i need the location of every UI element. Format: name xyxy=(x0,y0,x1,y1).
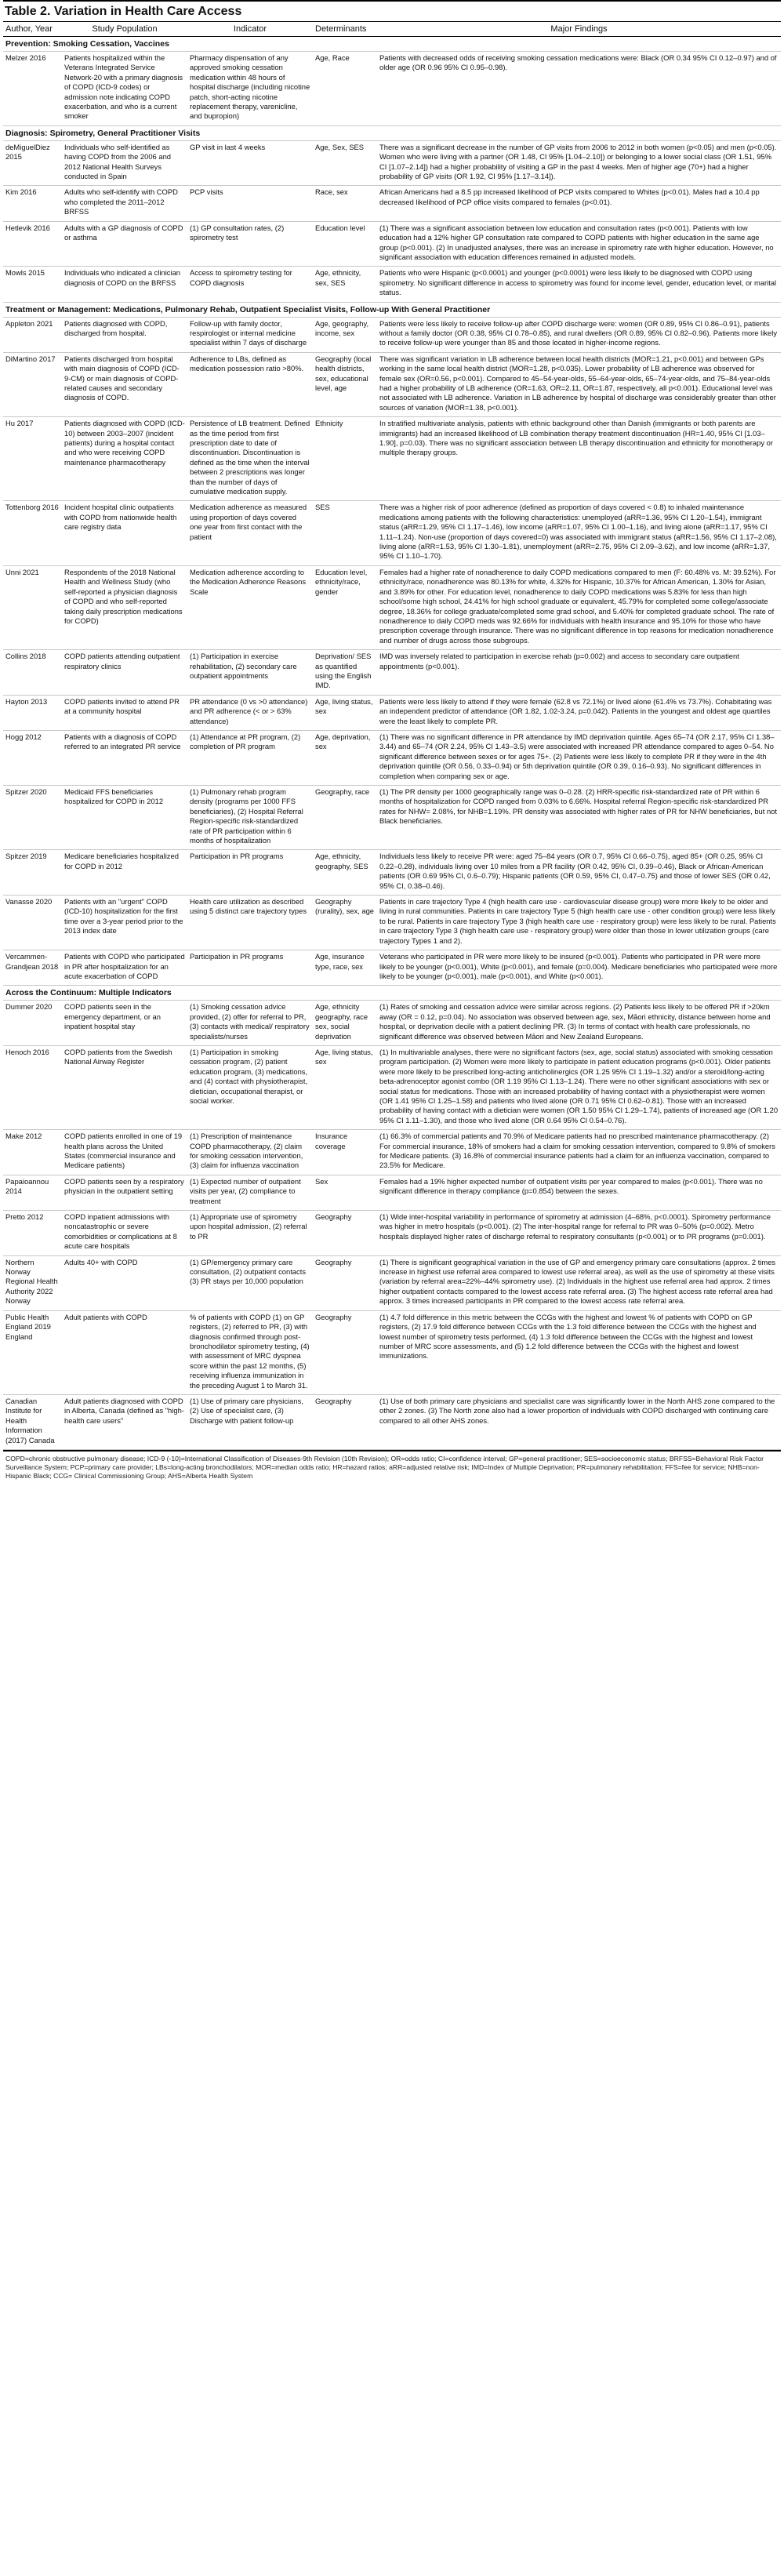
table-row xyxy=(3,730,781,785)
determinants-cell: Age, living status, sex xyxy=(313,1045,377,1129)
indicator-cell: (1) GP consultation rates, (2) spirometry test xyxy=(187,221,313,267)
determinants-cell: SES xyxy=(313,501,377,565)
header-major-findings: Major Findings xyxy=(377,22,781,37)
table-row xyxy=(3,186,781,221)
study-population-cell: COPD patients enrolled in one of 19 health plans across the United States (commercial insurance and Medicare patients) xyxy=(62,1130,187,1175)
major-findings-cell: There was a significant decrease in the number of GP visits from 2006 to 2012 in both women (p<0.05) and men (p<0.05). Women who were living with a partner (OR 1.48, CI 95% [1.04–2.10]) or belonging to a lower social class (OR 1.51, 95% CI [1.07–2.14]) had a higher probability of visiting a GP in the past 4 weeks. Men of higher age (70+) had a higher probability of GP visits (OR 1.92, CI 95% [1.17–3.14]). xyxy=(377,140,781,186)
header-author-year: Author, Year xyxy=(3,22,62,37)
table-row xyxy=(3,140,781,186)
determinants-cell: Age, Sex, SES xyxy=(313,140,377,186)
major-findings-cell: IMD was inversely related to participation in exercise rehab (p=0.002) and access to secondary care outpatient appointments (p<0.001). xyxy=(377,650,781,696)
determinants-cell: Age, ethnicity, geography, SES xyxy=(313,850,377,896)
study-population-cell: COPD inpatient admissions with noncatastrophic or severe comorbidities or complications at 8 acute care hospitals xyxy=(62,1211,187,1256)
author-year-cell: Collins 2018 xyxy=(3,650,62,696)
indicator-cell: (1) Prescription of maintenance COPD pharmacotherapy, (2) claim for smoking cessation intervention, (3) claim for influenza vaccination xyxy=(187,1130,313,1175)
author-year-cell: Tottenborg 2016 xyxy=(3,501,62,565)
major-findings-cell: (1) 66.3% of commercial patients and 70.9% of Medicare patients had no prescribed maintenance pharmacotherapy. (2) For commercial insurance, 18% of smokers had a claim for smoking cessation intervention, compared to 9.8% of smokers for Medicare patients. (3) 16.8% of commercial insurance patients had a claim for an influenza vaccination, compared to 23.5% for Medicare. xyxy=(377,1130,781,1175)
determinants-cell: Age, geography, income, sex xyxy=(313,317,377,352)
table-row xyxy=(3,221,781,267)
table-title: Table 2. Variation in Health Care Access xyxy=(5,5,242,18)
determinants-cell: Insurance coverage xyxy=(313,1130,377,1175)
indicator-cell: Pharmacy dispensation of any approved smoking cessation medication within 48 hours of hospital discharge (including nicotine patch, short-acting nicotine replacement therapy, varenicline, and bupropion) xyxy=(187,52,313,126)
author-year-cell: Hetlevik 2016 xyxy=(3,221,62,267)
table-row xyxy=(3,1001,781,1046)
table-row xyxy=(3,650,781,696)
table-row xyxy=(3,1310,781,1394)
table-row xyxy=(3,267,781,302)
major-findings-cell: (1) There was a significant association between low education and consultation rates (p<0.001). Patients with low education had a 12% higher GP consultation rate compared to COPD patients with higher education in the same age group (p<0.001). (2) In unadjusted analyses, there was an increase in spirometry rate with higher education. However, no significant association with education differences remained in adjusted models. xyxy=(377,221,781,267)
table-row xyxy=(3,1175,781,1210)
indicator-cell: Health care utilization as described using 5 distinct care trajectory types xyxy=(187,896,313,950)
indicator-cell: (1) Smoking cessation advice provided, (2) offer for referral to PR, (3) contacts with medical/ respiratory specialists/nurses xyxy=(187,1001,313,1046)
major-findings-cell: (1) Wide inter-hospital variability in performance of spirometry at admission (4–68%, p<0.0001). Spirometry performance was higher in metro hospitals (p<0.001). (2) The inter-hospital range for referral to PR was 0–50% (p=0.002). Metro hospitals displayed higher rates of discharge referral to respiratory consultants (p<0.001) or to PR programs (p=0.001). xyxy=(377,1211,781,1256)
table-row xyxy=(3,1045,781,1129)
table-page xyxy=(3,0,781,1484)
table-row xyxy=(3,352,781,416)
indicator-cell: (1) Expected number of outpatient visits per year, (2) compliance to treatment xyxy=(187,1175,313,1210)
author-year-cell: Hayton 2013 xyxy=(3,695,62,730)
study-population-cell: Patients diagnosed with COPD (ICD-10) between 2003–2007 (incident patients) during a hospital contact and who were receiving COPD maintenance pharmacotherapy xyxy=(62,417,187,501)
indicator-cell: (1) Participation in exercise rehabilitation, (2) secondary care outpatient appointments xyxy=(187,650,313,696)
study-population-cell: COPD patients from the Swedish National Airway Register xyxy=(62,1045,187,1129)
table-row xyxy=(3,695,781,730)
determinants-cell: Education level, ethnicity/race, gender xyxy=(313,565,377,649)
indicator-cell: PCP visits xyxy=(187,186,313,221)
author-year-cell: Canadian Institute for Health Information (2017) Canada xyxy=(3,1394,62,1449)
table-row xyxy=(3,1394,781,1449)
indicator-cell: % of patients with COPD (1) on GP registers, (2) referred to PR, (3) with diagnosis confirmed through post-bronchodilator spirometry testing, (4) with assessment of MRC dyspnea score within the past 12 months, (5) receiving influenza immunization in the preceding August 1 to March 31. xyxy=(187,1310,313,1394)
author-year-cell: Kim 2016 xyxy=(3,186,62,221)
author-year-cell: Melzer 2016 xyxy=(3,52,62,126)
author-year-cell: Mowls 2015 xyxy=(3,267,62,302)
author-year-cell: Unni 2021 xyxy=(3,565,62,649)
determinants-cell: Age, Race xyxy=(313,52,377,126)
author-year-cell: Public Health England 2019 England xyxy=(3,1310,62,1394)
author-year-cell: DiMartino 2017 xyxy=(3,352,62,416)
table-row xyxy=(3,950,781,986)
study-population-cell: Adults 40+ with COPD xyxy=(62,1255,187,1310)
author-year-cell: Spitzer 2020 xyxy=(3,786,62,850)
table-row xyxy=(3,1211,781,1256)
indicator-cell: (1) Participation in smoking cessation program, (2) patient education program, (3) medications, and (4) contact with physiotherapist, dietician, occupational therapist, or social worker. xyxy=(187,1045,313,1129)
table-row xyxy=(3,786,781,850)
author-year-cell: Papaioannou 2014 xyxy=(3,1175,62,1210)
determinants-cell: Geography xyxy=(313,1211,377,1256)
indicator-cell: Participation in PR programs xyxy=(187,950,313,986)
section-heading-row xyxy=(3,302,781,317)
study-population-cell: Adults who self-identify with COPD who completed the 2011–2012 BRFSS xyxy=(62,186,187,221)
indicator-cell: (1) Pulmonary rehab program density (programs per 1000 FFS beneficiaries), (2) Hospital Referral Region-specific risk-standardized rate of PR participation within 6 months of hospitalization xyxy=(187,786,313,850)
determinants-cell: Sex xyxy=(313,1175,377,1210)
table-row xyxy=(3,52,781,126)
major-findings-cell: There was a higher risk of poor adherence (defined as proportion of days covered < 0.8) to inhaled maintenance medications among patients with the following characteristics: unemployed (aRR=1.36, 95% CI 1.20–1.54), immigrant status (aRR=1.29, 95% CI 1.17–1.46), low income (aRR=1.07, 95% CI 1.00–1.16), and living alone (aRR=1.17, 95% CI 1.11–1.24). Non-use (proportion of days covered=0) was associated with immigrant status (aRR=1.56, 95% CI 1.17–2.08), living alone (aRR=1.53, 95% CI 1.30–1.81), unemployment (aRR=2.75, 95% CI 2.09–3.62), and low income (aRR=1.37, 95% CI 1.10–1.70). xyxy=(377,501,781,565)
table-row xyxy=(3,1130,781,1175)
major-findings-cell: (1) There was no significant difference in PR attendance by IMD deprivation quintile. Ages 65–74 (OR 2.17, 95% CI 1.38–3.44) and 65–74 (OR 2.24, 95% CI 1.43–3.5) were associated with increased PR attendance compared to ages 0–54. No significant difference between sexes or for ages 75+. (2) Patients were less likely to complete PR if they were in the 4th deprivation quintile (OR 0.56, 0.33–0.94) or 5th deprivation quintile (OR 0.39, 0.16–0.93). No significant differences in completion when comparing sex or age. xyxy=(377,730,781,785)
header-study-population: Study Population xyxy=(62,22,187,37)
study-population-cell: Patients with a diagnosis of COPD referred to an integrated PR service xyxy=(62,730,187,785)
table-row xyxy=(3,896,781,950)
study-population-cell: Adult patients diagnosed with COPD in Alberta, Canada (defined as "high-health care users" xyxy=(62,1394,187,1449)
section-heading: Diagnosis: Spirometry, General Practitioner Visits xyxy=(3,125,781,140)
table-footnote: COPD=chronic obstructive pulmonary disease; ICD-9 (-10)=International Classification of Diseases-9th Revision (10th Revision); OR=odds ratio; CI=confidence interval; GP=general practitioner; SES=socioeconomic status; BRFSS=Behavioral Risk Factor Surveillance System; PCP=primary care provider; LBs=long-acting bronchodilators; MOR=median odds ratio; HR=hazard ratios; aRR=adjusted relative risk; IMD=Index of Multiple Deprivation; PR=pulmonary rehabilitation; FFS=fee for service; NHB=non-Hispanic Black; CCG= Clinical Commissioning Group; AHS=Alberta Health System xyxy=(3,1450,781,1484)
determinants-cell: Geography (local health districts, sex, educational level, age xyxy=(313,352,377,416)
indicator-cell: Medication adherence according to the Medication Adherence Reasons Scale xyxy=(187,565,313,649)
header-row xyxy=(3,22,781,37)
major-findings-cell: Females had a 19% higher expected number of outpatient visits per year compared to males (p<0.001). There was no significant difference in therapy compliance (p=0.854) between the sexes. xyxy=(377,1175,781,1210)
indicator-cell: Participation in PR programs xyxy=(187,850,313,896)
major-findings-cell: Patients who were Hispanic (p<0.0001) and younger (p<0.0001) were less likely to be diagnosed with COPD using spirometry. No significant difference in access to spirometry was found for income level, gender, education level, or marital status. xyxy=(377,267,781,302)
author-year-cell: Henoch 2016 xyxy=(3,1045,62,1129)
major-findings-cell: (1) The PR density per 1000 geographically range was 0–0.28. (2) HRR-specific risk-standardized rate of PR within 6 months of hospitalization for COPD ranged from 0.03% to 6.66%. Hospital referral Region-specific risk-standardized PR rates for NHW= 2.08%, for NHB=1.19%. PR density was associated with higher rates of PR for NHW beneficiaries, but not Black beneficiaries. xyxy=(377,786,781,850)
table-row xyxy=(3,417,781,501)
major-findings-cell: Females had a higher rate of nonadherence to daily COPD medications compared to men (F: 60.48% vs. M: 39.52%). For ethnicity/race, nonadherence was 80.13% for white, 4.32% for Hispanic, 10.37% for African American, 1.30% for Asian, and 3.89% for other. For education level, nonadherence to daily COPD medications was 5.83% for less than high school/some high school, 24.41% for high school graduate or equivalent, 45.79% for completed some college/associate degree, 18.36% for college graduate/completed some grad school, and 5.40% for completed graduate school. The rate of nonadherence to daily COPD meds was 92.66% for individuals with health insurance and 95.10% for those who have prescription coverage through insurance. There was no significant difference in top reasons for medication nonadherence and number of drugs across those subgroups. xyxy=(377,565,781,649)
section-heading: Treatment or Management: Medications, Pulmonary Rehab, Outpatient Specialist Visits, Follow-up With General Practitioner xyxy=(3,302,781,317)
author-year-cell: Make 2012 xyxy=(3,1130,62,1175)
study-population-cell: Respondents of the 2018 National Health and Wellness Study (who self-reported a physician diagnosis of COPD and who self-reported taking daily prescription medications for COPD) xyxy=(62,565,187,649)
major-findings-cell: There was significant variation in LB adherence between local health districts (MOR=1.21, p<0.001) and between GPs working in the same local health district (MOR=1.28, p<0.035). Lower probability of LB adherence was observed for female sex (OR=0.56, p<0.001). Compared to 45–54-year-olds, 55–64-year-olds, 65–74-year-olds, and 75–84-year-olds had a higher probability of LB adherence (OR=1.63, OR=2.11, OR=1.87, respectively, all p<0.001). Educational level was not associated with LB adherence. Variation in LB adherence by hospital of discharge was considerably greater than other sources of variation (MOR=1.38, p<0.001). xyxy=(377,352,781,416)
major-findings-cell: Individuals less likely to receive PR were: aged 75–84 years (OR 0.7, 95% CI 0.66–0.75), aged 85+ (OR 0.25, 95% CI 0.22–0.28), individuals living over 10 miles from a PR facility (OR 0.42, 95% CI, 0.39–0.46), Black or African-American patients (OR 0.69 95% CI, 0.6–0.79); Hispanic patients (OR 0.59, 95% CI, 0.47–0.75) and those of lower SES (OR 0.42, 95% CI, 0.38–0.46). xyxy=(377,850,781,896)
section-heading: Prevention: Smoking Cessation, Vaccines xyxy=(3,37,781,52)
determinants-cell: Deprivation/ SES as quantified using the English IMD. xyxy=(313,650,377,696)
determinants-cell: Race, sex xyxy=(313,186,377,221)
major-findings-cell: In stratified multivariate analysis, patients with ethnic background other than Danish (immigrants or both parents are immigrants) had an increased likelihood of LB combination therapy treatment discontinuation (HR=1.40, 95% CI [1.03–1.90], p=0.03). There was no significant association between LB therapy discontinuation and ethnicity for monotherapy or multiple therapy groups. xyxy=(377,417,781,501)
study-population-cell: Patients discharged from hospital with main diagnosis of COPD (ICD-9-CM) or main diagnosis of COPD-related causes and secondary diagnosis of COPD. xyxy=(62,352,187,416)
determinants-cell: Age, insurance type, race, sex xyxy=(313,950,377,986)
indicator-cell: (1) GP/emergency primary care consultation, (2) outpatient contacts (3) PR stays per 10,000 population xyxy=(187,1255,313,1310)
indicator-cell: Follow-up with family doctor, respirologist or internal medicine specialist within 7 days of discharge xyxy=(187,317,313,352)
indicator-cell: GP visit in last 4 weeks xyxy=(187,140,313,186)
determinants-cell: Geography (rurality), sex, age xyxy=(313,896,377,950)
indicator-cell: Persistence of LB treatment. Defined as the time period from first prescription date to date of discontinuation. Discontinuation is defined as the time when the interval between 2 prescriptions was longer than the number of days of cumulative medication supply. xyxy=(187,417,313,501)
indicator-cell: Adherence to LBs, defined as medication possession ratio >80%. xyxy=(187,352,313,416)
header-indicator: Indicator xyxy=(187,22,313,37)
section-heading: Across the Continuum: Multiple Indicators xyxy=(3,986,781,1001)
study-population-cell: Adult patients with COPD xyxy=(62,1310,187,1394)
determinants-cell: Age, living status, sex xyxy=(313,695,377,730)
major-findings-cell: Patients with decreased odds of receiving smoking cessation medications were: Black (OR 0.34 95% CI 0.12–0.97) and of older age (OR 0.96 95% CI 0.95–0.98). xyxy=(377,52,781,126)
determinants-cell: Education level xyxy=(313,221,377,267)
table-body xyxy=(3,37,781,1450)
indicator-cell: (1) Use of primary care physicians, (2) Use of specialist care, (3) Discharge with patient follow-up xyxy=(187,1394,313,1449)
study-population-cell: Adults with a GP diagnosis of COPD or asthma xyxy=(62,221,187,267)
indicator-cell: Medication adherence as measured using proportion of days covered one year from first contact with the patient xyxy=(187,501,313,565)
determinants-cell: Geography xyxy=(313,1255,377,1310)
author-year-cell: Hogg 2012 xyxy=(3,730,62,785)
author-year-cell: deMiguelDiez 2015 xyxy=(3,140,62,186)
determinants-cell: Ethnicity xyxy=(313,417,377,501)
study-population-cell: Medicaid FFS beneficiaries hospitalized for COPD in 2012 xyxy=(62,786,187,850)
study-population-cell: Medicare beneficiaries hospitalized for COPD in 2012 xyxy=(62,850,187,896)
major-findings-cell: African Americans had a 8.5 pp increased likelihood of PCP visits compared to Whites (p<0.01). Males had a 10.4 pp decreased likelihood of PCP office visits compared to females (p<0.01). xyxy=(377,186,781,221)
study-population-cell: Individuals who self-identified as having COPD from the 2006 and 2012 National Health Surveys conducted in Spain xyxy=(62,140,187,186)
study-population-cell: COPD patients seen in the emergency department, or an inpatient hospital stay xyxy=(62,1001,187,1046)
major-findings-cell: Patients were less likely to attend if they were female (62.8 vs 72.1%) or lived alone (61.4% vs 73.7%). Cohabitating was an independent predictor of attendance (OR 1.82, 1.02-3.24, p=0.042). Patients in the youngest and oldest age quartiles were the least likely to complete PR. xyxy=(377,695,781,730)
determinants-cell: Age, deprivation, sex xyxy=(313,730,377,785)
major-findings-cell: (1) In multivariable analyses, there were no significant factors (sex, age, social status) associated with smoking cessation program participation. (2) Women were more likely to participate in patient education programs (p<0.001). Older patients were more likely to be prescribed long-acting anticholinergics (OR 1.25 95% CI 1.19–1.32) and/or a steroid/long-acting beta-adrenoceptor agonist combo (OR 1.19 95% CI 1.13–1.24). There were no other significant associations with sex or social status for medications. Those with an increased probability of having contact with a physiotherapist were women (OR 1.41 95% CI 1.25–1.58) and patients who lived alone (OR 0.71 95% CI 0.62–0.81). Those with an increased probability of having contact with a dietician were women (OR 1.50 95% CI 1.29–1.74), patients of increased age (OR 1.20 95% CI 1.11–1.30), and those who lived alone (OR 0.64 95% CI 0.54–0.76). xyxy=(377,1045,781,1129)
determinants-cell: Geography, race xyxy=(313,786,377,850)
study-population-cell: COPD patients attending outpatient respiratory clinics xyxy=(62,650,187,696)
major-findings-cell: Patients were less likely to receive follow-up after COPD discharge were: women (OR 0.89, 95% CI 0.86–0.91), patients without a family doctor (OR 0.38, 95% CI 0.78–0.85), and rural dwellers (OR 0.89, 95% CI 0.82–0.96). Patients more likely to receive follow-up were younger than 85 and those located in higher-income regions. xyxy=(377,317,781,352)
indicator-cell: PR attendance (0 vs >0 attendance) and PR adherence (< or > 63% attendance) xyxy=(187,695,313,730)
study-population-cell: Incident hospital clinic outpatients with COPD from nationwide health care registry data xyxy=(62,501,187,565)
table-row xyxy=(3,565,781,649)
study-population-cell: Patients diagnosed with COPD, discharged from hospital. xyxy=(62,317,187,352)
major-findings-cell: (1) There is significant geographical variation in the use of GP and emergency primary care consultations (approx. 2 times increase in highest use referral area compared to lowest use referral area), as well as the use of spirometry at these visits (variation by referral area=22%–44% spirometry use). (2) Individuals in the highest use referral area had approx. 2 times higher outpatient contacts compared to the lowest access rate referral area. (3) The highest access rate referral area had approx. 3 times increased participants in PR compared to the lowest access rate referral area. xyxy=(377,1255,781,1310)
section-heading-row xyxy=(3,37,781,52)
author-year-cell: Dummer 2020 xyxy=(3,1001,62,1046)
study-population-cell: Patients hospitalized within the Veterans Integrated Service Network-20 with a primary diagnosis of COPD (ICD-9 codes) or admission note indicating COPD exacerbation, and who is a current smoker xyxy=(62,52,187,126)
table-row xyxy=(3,1255,781,1310)
section-heading-row xyxy=(3,986,781,1001)
health-care-access-table xyxy=(3,22,781,1450)
table-row xyxy=(3,317,781,352)
major-findings-cell: (1) 4.7 fold difference in this metric between the CCGs with the highest and lowest % of patients with COPD on GP registers, (2) 17.9 fold difference between CCGs with the 1.3 fold difference between the CCGs with the highest and lowest number of spirometry tests performed, (4) 1.3 fold difference between the CCGs with the highest and lowest number of MRC score assessments, and (5) 1.2 fold difference between the CCGs with the highest and lowest immunizations. xyxy=(377,1310,781,1394)
header-determinants: Determinants xyxy=(313,22,377,37)
table-row xyxy=(3,850,781,896)
study-population-cell: COPD patients invited to attend PR at a community hospital xyxy=(62,695,187,730)
author-year-cell: Vercammen-Grandjean 2018 xyxy=(3,950,62,986)
author-year-cell: Vanasse 2020 xyxy=(3,896,62,950)
major-findings-cell: (1) Rates of smoking and cessation advice were similar across regions. (2) Patients less likely to be offered PR if >20km away (OR = 0.12, p=0.04). No association was observed between age, sex, Māori ethnicity, distance between home and hospital, or deprivation decile with a patient declining PR. (3) In terms of contact with health care professionals, no significant difference was observed between Māori and New Zealand Europeans. xyxy=(377,1001,781,1046)
study-population-cell: Patients with COPD who participated in PR after hospitalization for an acute exacerbation of COPD xyxy=(62,950,187,986)
study-population-cell: Individuals who indicated a clinician diagnosis of COPD on the BRFSS xyxy=(62,267,187,302)
author-year-cell: Pretto 2012 xyxy=(3,1211,62,1256)
study-population-cell: Patients with an "urgent" COPD (ICD-10) hospitalization for the first time over a 3-year period prior to the 2013 index date xyxy=(62,896,187,950)
indicator-cell: (1) Appropriate use of spirometry upon hospital admission, (2) referral to PR xyxy=(187,1211,313,1256)
author-year-cell: Spitzer 2019 xyxy=(3,850,62,896)
major-findings-cell: Veterans who participated in PR were more likely to be insured (p<0.001). Patients who participated in PR were more likely to be younger (p<0.001), White (p<0.001), and female (p=0.004). Medicare beneficiaries who participated were more likely to be younger (p<0.001), male (p<0.001), and White (p<0.001). xyxy=(377,950,781,986)
section-heading-row xyxy=(3,125,781,140)
study-population-cell: COPD patients seen by a respiratory physician in the outpatient setting xyxy=(62,1175,187,1210)
indicator-cell: Access to spirometry testing for COPD diagnosis xyxy=(187,267,313,302)
author-year-cell: Hu 2017 xyxy=(3,417,62,501)
author-year-cell: Northern Norway Regional Health Authority 2022 Norway xyxy=(3,1255,62,1310)
determinants-cell: Age, ethnicity geography, race sex, social deprivation xyxy=(313,1001,377,1046)
major-findings-cell: Patients in care trajectory Type 4 (high health care use - cardiovascular disease group) were more likely to be older and living in rural communities. Patients in care trajectory Type 5 (high health care use - other condition group) were less likely to be rural. Patients in care trajectory Type 3 (high health care use - respiratory group) were less likely to be rural. Patients in care trajectory Type 3 (high health care use - respiratory group) were older than those in lower utilization groups (care trajectory Types 1 and 2). xyxy=(377,896,781,950)
indicator-cell: (1) Attendance at PR program, (2) completion of PR program xyxy=(187,730,313,785)
determinants-cell: Geography xyxy=(313,1394,377,1449)
table-row xyxy=(3,501,781,565)
author-year-cell: Appleton 2021 xyxy=(3,317,62,352)
determinants-cell: Age, ethnicity, sex, SES xyxy=(313,267,377,302)
determinants-cell: Geography xyxy=(313,1310,377,1394)
major-findings-cell: (1) Use of both primary care physicians and specialist care was significantly lower in the North AHS zone compared to the other 2 zones. (3) The North zone also had a lower proportion of individuals with COPD discharged with continuing care compared to all other AHS zones. xyxy=(377,1394,781,1449)
